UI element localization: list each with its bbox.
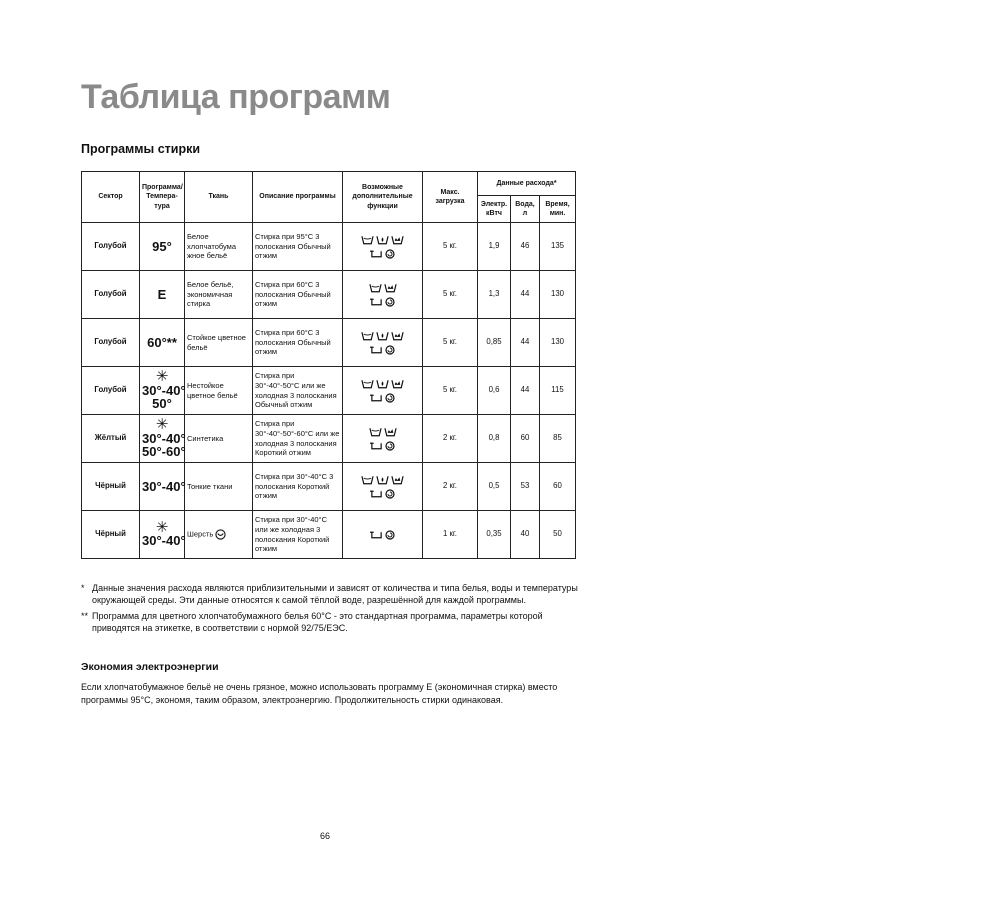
cell-load: 5 кг. — [423, 319, 478, 367]
page-title: Таблица программ — [81, 78, 391, 116]
cell-load: 5 кг. — [423, 223, 478, 271]
footnote — [81, 582, 581, 607]
stain-icon — [376, 235, 389, 245]
cell-description: Стирка при 60°C 3 полоскания Обычный отжим — [253, 319, 343, 367]
cell-options — [343, 319, 423, 367]
cell-sector: Чёрный — [82, 463, 140, 511]
header-fabric: Ткань — [185, 172, 253, 223]
cell-options — [343, 271, 423, 319]
table-row — [82, 415, 576, 463]
header-water: Вода, л — [511, 196, 540, 223]
stain-icon — [376, 379, 389, 389]
soak-icon — [391, 379, 404, 389]
prewash-icon — [369, 283, 382, 293]
cell-water: 40 — [511, 511, 540, 559]
cell-temp — [140, 271, 185, 319]
prewash-icon — [361, 475, 374, 485]
footnote — [81, 610, 581, 635]
cell-time: 130 — [540, 271, 576, 319]
stain-icon — [376, 331, 389, 341]
spin-icon — [385, 297, 395, 307]
fabric-label: Шерсть — [187, 529, 214, 539]
cell-load: 2 кг. — [423, 415, 478, 463]
temp-label: 60°** — [147, 334, 177, 350]
header-sector: Сектор — [82, 172, 140, 223]
soak-icon — [384, 283, 397, 293]
cell-time: 85 — [540, 415, 576, 463]
table-row — [82, 511, 576, 559]
sun-icon: ✳ — [155, 368, 169, 386]
cell-temp — [140, 367, 185, 415]
temp-label: 95° — [152, 238, 172, 254]
cell-water: 44 — [511, 367, 540, 415]
footnote-text: Данные значения расхода являются приблизительными и зависят от количества и типа белья, воды и температуры окружающей среды. Эти данные относятся к самой тёплой воде, разрешённой для каждой программы. — [92, 583, 578, 606]
cell-fabric: Нестойкое цветное бельё — [185, 367, 253, 415]
spin-icon — [385, 393, 395, 403]
cell-sector: Голубой — [82, 271, 140, 319]
cell-energy: 0,8 — [478, 415, 511, 463]
spin-icon — [385, 249, 395, 259]
cell-time: 60 — [540, 463, 576, 511]
cell-fabric: Белое хлопчатобума жное бельё — [185, 223, 253, 271]
cell-description: Стирка при 30°-40°-50°-60°C или же холодная 3 полоскания Короткий отжим — [253, 415, 343, 463]
cell-description: Стирка при 60°C 3 полоскания Обычный отжим — [253, 271, 343, 319]
table-row — [82, 223, 576, 271]
table-row — [82, 319, 576, 367]
temp-label: 30°-40° — [142, 478, 186, 494]
prewash-icon — [369, 427, 382, 437]
cell-time: 130 — [540, 319, 576, 367]
prewash-icon — [361, 235, 374, 245]
cell-time: 115 — [540, 367, 576, 415]
spin-icon — [385, 489, 395, 499]
prewash-icon — [361, 379, 374, 389]
cell-water: 46 — [511, 223, 540, 271]
spin-icon — [385, 441, 395, 451]
sun-icon: ✳ — [155, 518, 169, 536]
header-description: Описание программы — [253, 172, 343, 223]
cell-load: 1 кг. — [423, 511, 478, 559]
wool-icon — [215, 529, 226, 540]
programs-table — [81, 171, 576, 559]
cell-description: Стирка при 30°-40°C 3 полоскания Короткий отжим — [253, 463, 343, 511]
cell-fabric: Белое бельё, экономичная стирка — [185, 271, 253, 319]
header-max-load: Макс. загрузка — [423, 172, 478, 223]
cell-sector: Жёлтый — [82, 415, 140, 463]
spin-icon — [385, 530, 395, 540]
rinse-hold-icon — [370, 530, 383, 540]
header-time: Время, мин. — [540, 196, 576, 223]
prewash-icon — [361, 331, 374, 341]
cell-fabric — [185, 511, 253, 559]
soak-icon — [391, 475, 404, 485]
rinse-hold-icon — [370, 489, 383, 499]
table-row — [82, 367, 576, 415]
temp-label: 50°-60° — [142, 444, 186, 460]
cell-fabric: Синтетика — [185, 415, 253, 463]
economy-title: Экономия электроэнергии — [81, 661, 219, 673]
rinse-hold-icon — [370, 441, 383, 451]
cell-sector: Голубой — [82, 319, 140, 367]
cell-water: 44 — [511, 271, 540, 319]
cell-fabric: Тонкие ткани — [185, 463, 253, 511]
cell-water: 60 — [511, 415, 540, 463]
rinse-hold-icon — [370, 393, 383, 403]
rinse-hold-icon — [370, 249, 383, 259]
cell-description: Стирка при 95°C 3 полоскания Обычный отжим — [253, 223, 343, 271]
spin-icon — [385, 345, 395, 355]
cell-sector: Чёрный — [82, 511, 140, 559]
footnote-mark: * — [81, 583, 85, 593]
rinse-hold-icon — [370, 297, 383, 307]
header-options: Возможные дополнительные функции — [343, 172, 423, 223]
cell-options — [343, 223, 423, 271]
soak-icon — [391, 331, 404, 341]
cell-load: 5 кг. — [423, 271, 478, 319]
cell-temp — [140, 223, 185, 271]
cell-energy: 0,5 — [478, 463, 511, 511]
cell-time: 135 — [540, 223, 576, 271]
footnotes — [81, 582, 581, 635]
header-consumption: Данные расхода* — [478, 172, 576, 196]
temp-label: 30°-40° — [142, 430, 186, 446]
cell-load: 2 кг. — [423, 463, 478, 511]
cell-energy: 0,85 — [478, 319, 511, 367]
cell-water: 44 — [511, 319, 540, 367]
cell-options — [343, 463, 423, 511]
cell-fabric: Стойкое цветное бельё — [185, 319, 253, 367]
rinse-hold-icon — [370, 345, 383, 355]
cell-options — [343, 511, 423, 559]
cell-energy: 1,3 — [478, 271, 511, 319]
sun-icon: ✳ — [155, 416, 169, 434]
header-energy: Электр. кВтч — [478, 196, 511, 223]
cell-description: Стирка при 30°-40°C или же холодная 3 полоскания Короткий отжим — [253, 511, 343, 559]
cell-energy: 1,9 — [478, 223, 511, 271]
cell-water: 53 — [511, 463, 540, 511]
cell-temp — [140, 463, 185, 511]
cell-temp — [140, 511, 185, 559]
cell-energy: 0,35 — [478, 511, 511, 559]
section-title: Программы стирки — [81, 142, 201, 156]
cell-sector: Голубой — [82, 223, 140, 271]
soak-icon — [391, 235, 404, 245]
table-row — [82, 463, 576, 511]
cell-energy: 0,6 — [478, 367, 511, 415]
cell-description: Стирка при 30°-40°-50°C или же холодная 3 полоскания Обычный отжим — [253, 367, 343, 415]
cell-temp — [140, 415, 185, 463]
temp-label: E — [157, 286, 167, 302]
economy-text: Если хлопчатобумажное бельё не очень грязное, можно использовать программу E (экономичная стирка) вместо программы 95°C, экономя, таким образом, электроэнергию. Продолжительность стирки одинаковая. — [81, 682, 558, 705]
soak-icon — [384, 427, 397, 437]
temp-label: 30°-40° — [142, 382, 186, 398]
footnote-mark: ** — [81, 610, 89, 621]
footnote-text: Программа для цветного хлопчатобумажного белья 60°C - это стандартная программа, параметры которой приводятся на этикетке, в соответствии с нормой 92/75/ЕЭС. — [92, 610, 543, 634]
table-row — [82, 271, 576, 319]
temp-label: 30°-40° — [142, 533, 186, 549]
temp-label: 50° — [152, 396, 172, 412]
page-number: 66 — [320, 831, 331, 841]
cell-options — [343, 415, 423, 463]
header-temp: Программа/ Темпера- тура — [140, 172, 185, 223]
cell-temp — [140, 319, 185, 367]
cell-load: 5 кг. — [423, 367, 478, 415]
stain-icon — [376, 475, 389, 485]
cell-time: 50 — [540, 511, 576, 559]
cell-sector: Голубой — [82, 367, 140, 415]
cell-options — [343, 367, 423, 415]
